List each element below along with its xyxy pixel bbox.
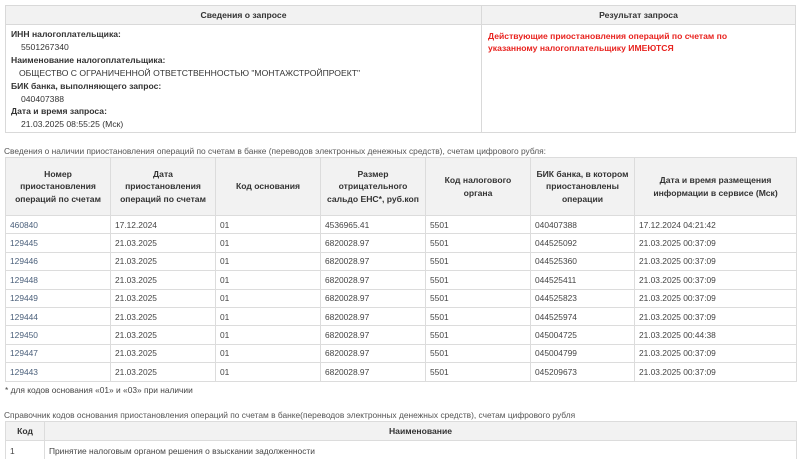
inn-value: 5501267340 [21,41,69,52]
posted-datetime: 17.12.2024 04:21:42 [635,216,797,234]
request-result-header: Результат запроса [482,6,796,25]
negative-balance: 6820028.97 [321,307,426,325]
bank-bik: 044525092 [531,234,635,252]
table-row [6,234,797,252]
column-header-basis-code: Код основания [216,158,321,216]
suspension-date: 21.03.2025 [111,307,216,325]
table-row [6,363,797,381]
bank-bik: 044525360 [531,252,635,270]
reference-name: Принятие налоговым органом решения о взыскании задолженности [45,441,797,459]
tax-authority-code: 5501 [426,216,531,234]
table-row [6,252,797,270]
suspension-number: 129444 [6,307,111,325]
suspension-number: 129443 [6,363,111,381]
suspension-number: 129448 [6,271,111,289]
tax-authority-code: 5501 [426,252,531,270]
posted-datetime: 21.03.2025 00:37:09 [635,252,797,270]
column-header-name: Наименование [45,422,797,441]
basis-code: 01 [216,326,321,344]
posted-datetime: 21.03.2025 00:37:09 [635,234,797,252]
posted-datetime: 21.03.2025 00:37:09 [635,271,797,289]
negative-balance: 6820028.97 [321,363,426,381]
bank-bik-label: БИК банка, выполняющего запрос: [11,80,162,91]
suspension-date: 21.03.2025 [111,344,216,362]
suspensions-caption: Сведения о наличии приостановления операций по счетам в банке (переводов электронных денежных средств), счетам цифрового рубля: [4,146,546,156]
bank-bik: 045004725 [531,326,635,344]
bank-bik: 044525411 [531,271,635,289]
posted-datetime: 21.03.2025 00:37:09 [635,344,797,362]
suspension-date: 21.03.2025 [111,363,216,381]
suspension-date: 21.03.2025 [111,252,216,270]
negative-balance: 6820028.97 [321,344,426,362]
basis-code: 01 [216,216,321,234]
suspension-number: 460840 [6,216,111,234]
bank-bik: 040407388 [531,216,635,234]
tax-authority-code: 5501 [426,344,531,362]
table-row [6,216,797,234]
taxpayer-name-label: Наименование налогоплательщика: [11,54,166,65]
suspensions-table [5,157,797,382]
request-datetime-label: Дата и время запроса: [11,106,107,117]
basis-code: 01 [216,307,321,325]
suspension-number: 129449 [6,289,111,307]
suspension-date: 21.03.2025 [111,234,216,252]
posted-datetime: 21.03.2025 00:37:09 [635,363,797,381]
table-row [6,344,797,362]
footnote: * для кодов основания «01» и «03» при наличии [5,385,193,395]
column-header-negative-balance: Размер отрицательного сальдо ЕНС*, руб.коп [321,158,426,216]
negative-balance: 6820028.97 [321,271,426,289]
reference-table [5,421,797,459]
posted-datetime: 21.03.2025 00:44:38 [635,326,797,344]
result-message-line1: Действующие приостановления операций по счетам по [488,31,728,41]
tax-authority-code: 5501 [426,271,531,289]
column-header-suspension-number: Номер приостановления операций по счетам [6,158,111,216]
request-result-panel [482,25,796,133]
negative-balance: 4536965.41 [321,216,426,234]
bank-bik: 044525974 [531,307,635,325]
suspensions-header-row [6,158,797,216]
tax-authority-code: 5501 [426,326,531,344]
suspension-date: 21.03.2025 [111,271,216,289]
bank-bik: 044525823 [531,289,635,307]
basis-code: 01 [216,289,321,307]
column-header-posted-datetime: Дата и время размещения информации в сервисе (Мск) [635,158,797,216]
basis-code: 01 [216,271,321,289]
request-info-panel [6,25,482,133]
suspension-number: 129450 [6,326,111,344]
result-message-line2: указанному налогоплательщику ИМЕЮТСЯ [488,43,674,54]
basis-code: 01 [216,234,321,252]
tax-authority-code: 5501 [426,234,531,252]
basis-code: 01 [216,344,321,362]
negative-balance: 6820028.97 [321,326,426,344]
request-info-header: Сведения о запросе [6,6,482,25]
negative-balance: 6820028.97 [321,234,426,252]
bank-bik-value: 040407388 [21,93,65,104]
request-datetime-value: 21.03.2025 08:55:25 (Мск) [21,119,124,130]
posted-datetime: 21.03.2025 00:37:09 [635,289,797,307]
suspension-date: 21.03.2025 [111,289,216,307]
reference-caption: Справочник кодов основания приостановления операций по счетам в банке(переводов электронных денежных средств), счетам цифрового рубля [4,410,576,420]
tax-authority-code: 5501 [426,289,531,307]
column-header-bank-bik: БИК банка, в котором приостановлены операции [531,158,635,216]
table-row [6,289,797,307]
negative-balance: 6820028.97 [321,289,426,307]
bank-bik: 045004799 [531,344,635,362]
suspension-number: 129445 [6,234,111,252]
basis-code: 01 [216,363,321,381]
request-info-table [5,5,796,133]
table-row [6,326,797,344]
reference-code: 1 [6,441,45,459]
negative-balance: 6820028.97 [321,252,426,270]
posted-datetime: 21.03.2025 00:37:09 [635,307,797,325]
tax-authority-code: 5501 [426,307,531,325]
table-row [6,441,797,459]
taxpayer-name-value: ОБЩЕСТВО С ОГРАНИЧЕННОЙ ОТВЕТСТВЕННОСТЬЮ "МОНТАЖСТРОЙПРОЕКТ" [19,67,361,78]
inn-label: ИНН налогоплательщика: [11,29,121,39]
column-header-suspension-date: Дата приостановления операций по счетам [111,158,216,216]
column-header-tax-authority-code: Код налогового органа [426,158,531,216]
basis-code: 01 [216,252,321,270]
column-header-code: Код [6,422,45,441]
suspension-number: 129447 [6,344,111,362]
table-row [6,307,797,325]
tax-authority-code: 5501 [426,363,531,381]
bank-bik: 045209673 [531,363,635,381]
suspension-date: 21.03.2025 [111,326,216,344]
reference-header-row [6,422,797,441]
suspension-date: 17.12.2024 [111,216,216,234]
table-row [6,271,797,289]
suspension-number: 129446 [6,252,111,270]
